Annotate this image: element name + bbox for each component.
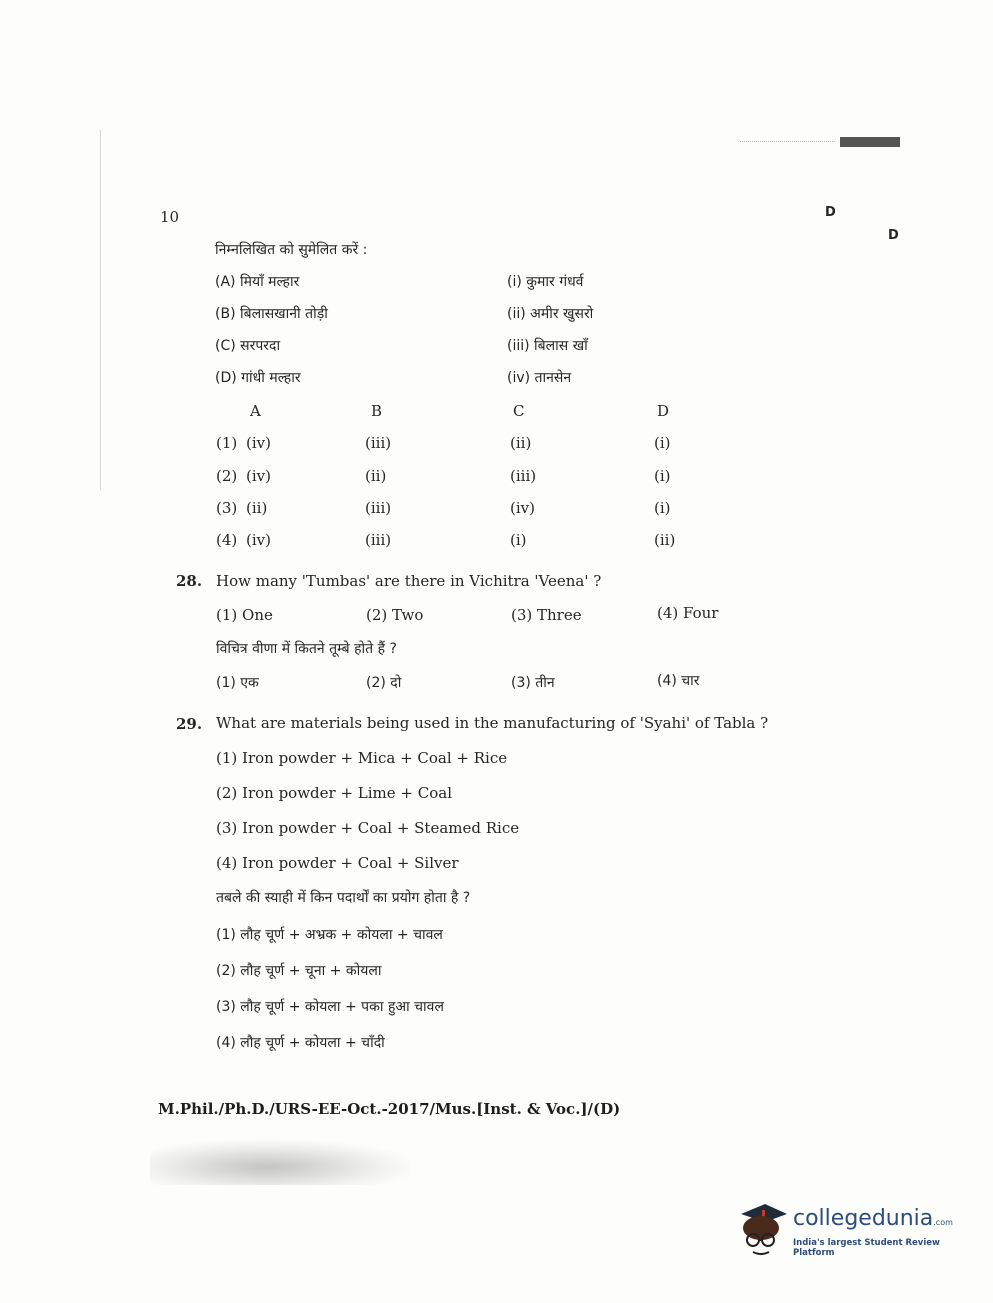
match-instruction: निम्नलिखित को सुमेलित करें : (215, 242, 368, 258)
option-3-c: (iv) (510, 499, 535, 517)
option-3-b: (iii) (365, 499, 392, 517)
option-3-number: (3) (216, 499, 238, 517)
option-1-b: (iii) (365, 434, 392, 452)
logo-suffix: .com (933, 1218, 953, 1227)
question-28-option-4-hindi: (4) चार (657, 673, 700, 689)
question-29-number: 29. (176, 715, 203, 733)
option-4-b: (iii) (365, 531, 392, 549)
option-1-a: (iv) (246, 434, 271, 452)
question-29-text: What are materials being used in the manufacturing of 'Syahi' of Tabla ? (216, 714, 769, 732)
question-28-option-4: (4) Four (657, 604, 719, 622)
option-4-c: (i) (510, 531, 527, 549)
left-item-c: (C) सरपरदा (215, 338, 281, 354)
question-28-option-2-hindi: (2) दो (366, 675, 402, 691)
question-29-option-4: (4) Iron powder + Coal + Silver (216, 854, 459, 872)
question-29-option-2: (2) Iron powder + Lime + Coal (216, 784, 453, 802)
question-29-option-3: (3) Iron powder + Coal + Steamed Rice (216, 819, 520, 837)
right-item-ii: (ii) अमीर खुसरो (507, 306, 594, 322)
option-4-a: (iv) (246, 531, 271, 549)
option-2-a: (iv) (246, 467, 271, 485)
question-28-number: 28. (176, 572, 203, 590)
paper-code-footer: M.Phil./Ph.D./URS-EE-Oct.-2017/Mus.[Inst. & Voc.]/(D) (158, 1100, 621, 1118)
option-1-c: (ii) (510, 434, 532, 452)
col-header-a: A (250, 402, 261, 420)
question-29-option-2-hindi: (2) लौह चूर्ण + चूना + कोयला (216, 963, 382, 979)
option-2-d: (i) (654, 467, 671, 485)
question-29-option-4-hindi: (4) लौह चूर्ण + कोयला + चाँदी (216, 1035, 385, 1051)
question-28-option-1: (1) One (216, 606, 273, 624)
scan-artifact-dots (740, 141, 835, 142)
question-29-option-1-hindi: (1) लौह चूर्ण + अभ्रक + कोयला + चावल (216, 927, 443, 943)
logo-name: collegedunia (793, 1206, 934, 1231)
option-3-a: (ii) (246, 499, 268, 517)
question-28-text-hindi: विचित्र वीणा में कितने तूम्बे होते हैं ? (216, 641, 397, 657)
option-2-b: (ii) (365, 467, 387, 485)
collegedunia-logo (735, 1198, 965, 1268)
option-2-number: (2) (216, 467, 238, 485)
scan-smudge (150, 1140, 410, 1185)
option-3-d: (i) (654, 499, 671, 517)
col-header-d: D (657, 402, 670, 420)
option-2-c: (iii) (510, 467, 537, 485)
series-code-a: D (825, 205, 836, 220)
option-1-d: (i) (654, 434, 671, 452)
mascot-icon (735, 1198, 791, 1260)
logo-tagline: India's largest Student Review Platform (793, 1238, 940, 1258)
scan-margin-line (100, 130, 101, 490)
question-28-option-3-hindi: (3) तीन (511, 675, 555, 691)
question-28-text: How many 'Tumbas' are there in Vichitra 'Veena' ? (216, 572, 602, 590)
option-4-d: (ii) (654, 531, 676, 549)
page-number: 10 (160, 208, 180, 226)
left-item-d: (D) गांधी मल्हार (215, 370, 301, 386)
right-item-iii: (iii) बिलास खाँ (507, 338, 588, 354)
option-4-number: (4) (216, 531, 238, 549)
scan-artifact-mark (840, 137, 900, 147)
question-28-option-2: (2) Two (366, 606, 424, 624)
right-item-i: (i) कुमार गंधर्व (507, 274, 584, 290)
question-29-text-hindi: तबले की स्याही में किन पदार्थों का प्रयोग होता है ? (216, 890, 471, 906)
right-item-iv: (iv) तानसेन (507, 370, 572, 386)
question-28-option-3: (3) Three (511, 606, 582, 624)
question-28-option-1-hindi: (1) एक (216, 675, 259, 691)
option-1-number: (1) (216, 434, 238, 452)
left-item-b: (B) बिलासखानी तोड़ी (215, 306, 328, 322)
col-header-b: B (371, 402, 383, 420)
question-29-option-1: (1) Iron powder + Mica + Coal + Rice (216, 749, 508, 767)
logo-wordmark (793, 1206, 953, 1231)
left-item-a: (A) मियाँ मल्हार (215, 274, 300, 290)
series-code-b: D (888, 228, 899, 243)
col-header-c: C (513, 402, 525, 420)
question-29-option-3-hindi: (3) लौह चूर्ण + कोयला + पका हुआ चावल (216, 999, 444, 1015)
